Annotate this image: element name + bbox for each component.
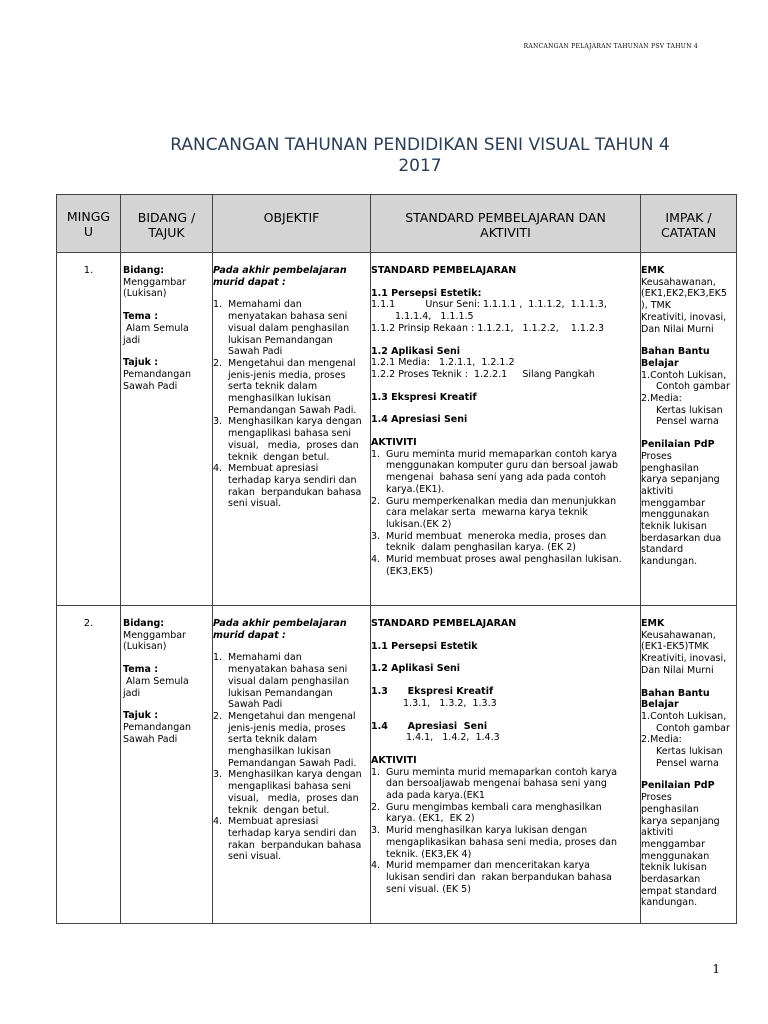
standard-cell: STANDARD PEMBELAJARAN 1.1 Persepsi Estetik: 1.1.1 Unsur Seni: 1.1.1.1 , 1.1.1.2, 1.1.1.3, 1.1.1.4, 1.1.1.5 1.1.2 Prinsip Rekaan : 1.1.2.1, 1.1.2.2, 1.1.2.3 1.2 Aplikasi Seni 1.2.1 Media: 1.2.1.1, 1.2.1.2 1.2.2 Proses Teknik : 1.2.2.1 Silang Pangkah 1.3 Ekspresi Kreatif 1.4 Apresiasi Seni AKTIVITI 1. Guru meminta murid memaparkan contoh karya menggunakan komputer guru dan bersoal jawab mengenai bahasa seni yang ada pada contoh karya.(EK1). 2. Guru memperkenalkan media dan menunjukkan cara melakar serta mewarna karya teknik lukisan.(EK 2) 3. Murid membuat meneroka media, proses dan teknik dalam penghasilan karya. (EK 2) 4. Murid membuat proses awal penghasilan lukisan. (EK3,EK5) bbox=[371, 253, 641, 606]
table-row bbox=[57, 606, 737, 924]
list-item: 1. Guru meminta murid memaparkan contoh karya dan bersoaljawab mengenai bahasa seni yang ada pada karya.(EK1 bbox=[371, 766, 618, 802]
table-header-row bbox=[57, 195, 737, 253]
col-header-impak: IMPAK / CATATAN bbox=[641, 195, 737, 253]
list-item: 1. Memahami dan menyatakan bahasa seni visual dalam penghasilan lukisan Pemandangan Sawah Padi bbox=[213, 652, 350, 711]
col-header-minggu: MINGG U bbox=[57, 195, 121, 253]
running-header: RANCANGAN PELAJARAN TAHUNAN PSV TAHUN 4 bbox=[523, 43, 698, 50]
list-item: 1. Guru meminta murid memaparkan contoh karya menggunakan komputer guru dan bersoal jawab mengenai bahasa seni yang ada pada contoh karya.(EK1). bbox=[371, 448, 619, 495]
table-row bbox=[57, 253, 737, 606]
impak-cell: EMK Keusahawanan, (EK1,EK2,EK3,EK5 ), TMK Kreativiti, inovasi, Dan Nilai Murni Bahan Bantu Belajar 1.Contoh Lukisan, Contoh gambar 2.Media: Kertas lukisan Pensel warna Penilaian PdP Proses penghasilan karya sepanjang aktiviti menggambar menggunakan teknik lukisan berdasarkan dua standard kandungan. bbox=[641, 253, 737, 606]
list-item: 2. Mengetahui dan mengenal jenis-jenis media, proses serta teknik dalam menghasilkan lukisan Pemandangan Sawah Padi. bbox=[213, 357, 357, 416]
list-item: 1. Memahami dan menyatakan bahasa seni visual dalam penghasilan lukisan Pemandangan Sawah Padi bbox=[213, 299, 350, 358]
list-item: 3. Menghasilkan karya dengan mengaplikasi bahasa seni visual, media, proses dan teknik dengan betul. bbox=[213, 416, 362, 463]
col-header-standard: STANDARD PEMBELAJARAN DAN AKTIVITI bbox=[371, 195, 641, 253]
col-header-bidang: BIDANG / TAJUK bbox=[121, 195, 213, 253]
list-item: 2. Mengetahui dan mengenal jenis-jenis media, proses serta teknik dalam menghasilkan lukisan Pemandangan Sawah Padi. bbox=[213, 710, 357, 769]
list-item: 4. Membuat apresiasi terhadap karya sendiri dan rakan berpandukan bahasa seni visual. bbox=[213, 463, 362, 510]
list-item: 4. Murid membuat proses awal penghasilan lukisan. (EK3,EK5) bbox=[371, 554, 622, 577]
bidang-cell: Bidang: Menggambar (Lukisan) Tema : Alam Semula jadi Tajuk : Pemandangan Sawah Padi bbox=[121, 253, 213, 606]
list-item: 3. Murid membuat meneroka media, proses dan teknik dalam penghasilan karya. (EK 2) bbox=[371, 530, 607, 554]
objective-list bbox=[213, 299, 370, 510]
activity-list bbox=[371, 767, 640, 896]
objective-list bbox=[213, 652, 370, 863]
list-item: 4. Membuat apresiasi terhadap karya sendiri dan rakan berpandukan bahasa seni visual. bbox=[213, 816, 362, 863]
activity-list bbox=[371, 449, 640, 578]
week-cell: 1. bbox=[57, 253, 121, 606]
bidang-cell: Bidang: Menggambar (Lukisan) Tema : Alam Semula jadi Tajuk : Pemandangan Sawah Padi bbox=[121, 606, 213, 924]
col-header-objektif: OBJEKTIF bbox=[213, 195, 371, 253]
week-cell: 2. bbox=[57, 606, 121, 924]
objektif-cell: Pada akhir pembelajaran murid dapat : 1. Memahami dan menyatakan bahasa seni visual dalam penghasilan lukisan Pemandangan Sawah Padi 2. Mengetahui dan mengenal jenis-jenis media, proses serta teknik dalam menghasilkan lukisan Pemandangan Sawah Padi. 3. Menghasilkan karya dengan mengaplikasi bahasa seni visual, media, proses dan teknik dengan betul. 4. Membuat apresiasi terhadap karya sendiri dan rakan berpandukan bahasa seni visual. bbox=[213, 606, 371, 924]
objektif-cell: Pada akhir pembelajaran murid dapat : 1. Memahami dan menyatakan bahasa seni visual dalam penghasilan lukisan Pemandangan Sawah Padi 2. Mengetahui dan mengenal jenis-jenis media, proses serta teknik dalam menghasilkan lukisan Pemandangan Sawah Padi. 3. Menghasilkan karya dengan mengaplikasi bahasa seni visual, media, proses dan teknik dengan betul. 4. Membuat apresiasi terhadap karya sendiri dan rakan berpandukan bahasa seni visual. bbox=[213, 253, 371, 606]
page-number: 1 bbox=[712, 962, 720, 976]
list-item: 2. Guru mengimbas kembali cara menghasilkan karya. (EK1, EK 2) bbox=[371, 801, 602, 825]
list-item: 3. Menghasilkan karya dengan mengaplikasi bahasa seni visual, media, proses dan teknik dengan betul. bbox=[213, 769, 362, 816]
list-item: 3. Murid menghasilkan karya lukisan dengan mengaplikasikan bahasa seni media, proses dan teknik. (EK3,EK 4) bbox=[371, 825, 617, 860]
list-item: 2. Guru memperkenalkan media dan menunjukkan cara melakar serta mewarna karya teknik lukisan.(EK 2) bbox=[371, 495, 617, 530]
impak-cell: EMK Keusahawanan, (EK1-EK5)TMK Kreativiti, inovasi, Dan Nilai Murni Bahan Bantu Belajar 1.Contoh Lukisan, Contoh gambar 2.Media: Kertas lukisan Pensel warna Penilaian PdP Proses penghasilan karya sepanjang aktiviti menggambar menggunakan teknik lukisan berdasarkan empat standard kandungan. bbox=[641, 606, 737, 924]
page-title: RANCANGAN TAHUNAN PENDIDIKAN SENI VISUAL TAHUN 4 2017 bbox=[170, 135, 670, 176]
plan-table bbox=[56, 194, 737, 924]
standard-cell: STANDARD PEMBELAJARAN 1.1 Persepsi Estetik 1.2 Aplikasi Seni 1.3 Ekspresi Kreatif 1.3.1, 1.3.2, 1.3.3 1.4 Apresiasi Seni 1.4.1, 1.4.2, 1.4.3 AKTIVITI 1. Guru meminta murid memaparkan contoh karya dan bersoaljawab mengenai bahasa seni yang ada pada karya.(EK1 2. Guru mengimbas kembali cara menghasilkan karya. (EK1, EK 2) 3. Murid menghasilkan karya lukisan dengan mengaplikasikan bahasa seni media, proses dan teknik. (EK3,EK 4) 4. Murid mempamer dan menceritakan karya lukisan sendiri dan rakan berpandukan bahasa seni visual. (EK 5) bbox=[371, 606, 641, 924]
list-item: 4. Murid mempamer dan menceritakan karya lukisan sendiri dan rakan berpandukan bahasa seni visual. (EK 5) bbox=[371, 860, 612, 895]
